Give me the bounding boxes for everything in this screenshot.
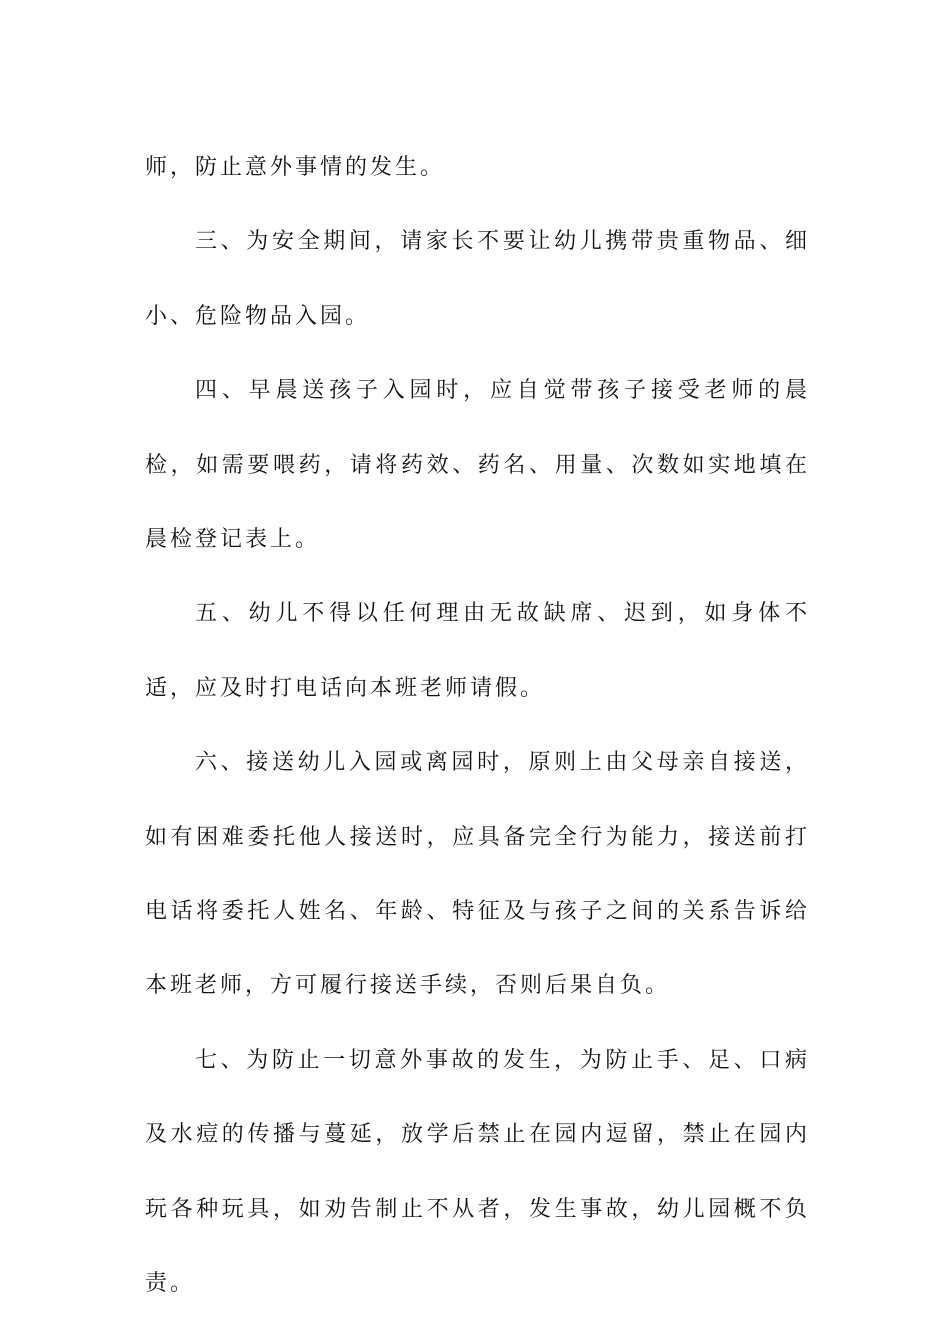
paragraph-item-5: 五、幼儿不得以任何理由无故缺席、迟到，如身体不适，应及时打电话向本班老师请假。 [145, 601, 810, 701]
paragraph-continuation: 师，防止意外事情的发生。 [145, 155, 446, 180]
paragraph-item-3: 三、为安全期间，请家长不要让幼儿携带贵重物品、细小、危险物品入园。 [145, 229, 810, 329]
document-body [145, 131, 810, 1322]
paragraph-item-4: 四、早晨送孩子入园时，应自觉带孩子接受老师的晨检，如需要喂药，请将药效、药名、用量、次数如实地填在晨检登记表上。 [145, 378, 810, 553]
paragraph-item-7: 七、为防止一切意外事故的发生，为防止手、足、口病及水痘的传播与蔓延，放学后禁止在园内逗留，禁止在园内玩各种玩具，如劝告制止不从者，发生事故，幼儿园概不负责。 [145, 1047, 810, 1297]
paragraph-item-6: 六、接送幼儿入园或离园时，原则上由父母亲自接送，如有困难委托他人接送时，应具备完全行为能力，接送前打电话将委托人姓名、年龄、特征及与孩子之间的关系告诉给本班老师，方可履行接送手续，否则后果自负。 [145, 750, 810, 999]
